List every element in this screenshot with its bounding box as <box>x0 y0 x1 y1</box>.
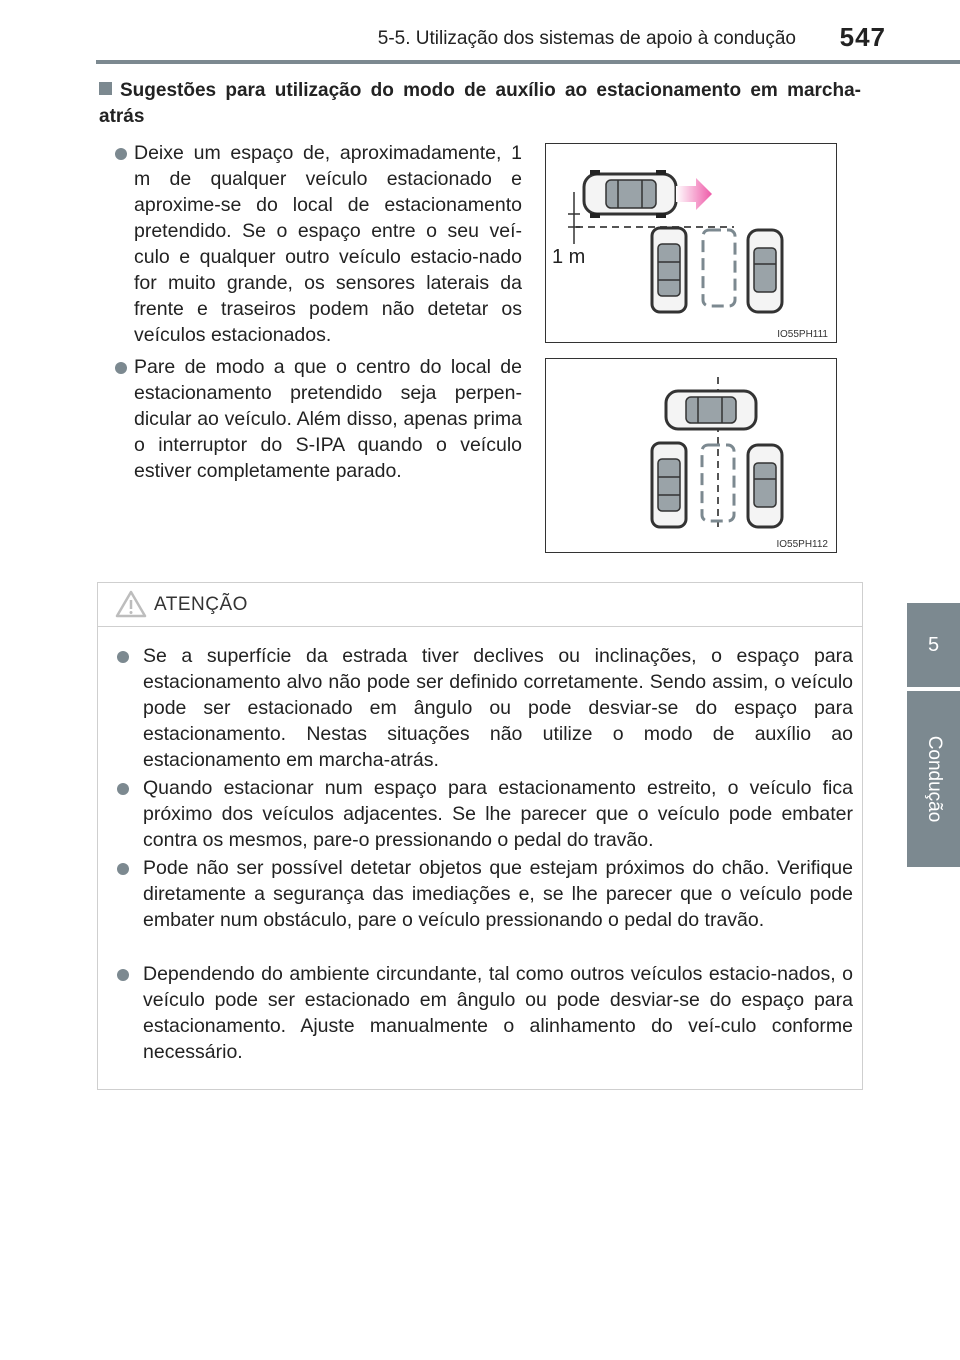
figure-code: IO55PH111 <box>777 329 828 340</box>
warning-title: ATENÇÃO <box>154 594 248 615</box>
bullet-dot-icon <box>117 783 129 795</box>
chapter-tab-number <box>907 603 960 687</box>
bullet-dot-icon <box>117 863 129 875</box>
figure-perpendicular-stop <box>545 358 837 553</box>
bullet-item <box>134 354 522 484</box>
chapter-tab-label <box>907 691 960 867</box>
warning-item-text: Quando estacionar num espaço para estacionamento estreito, o veículo fica próximo dos veículos adjacentes. Se lhe parecer que o veículo pode embater contra os mesmos, pare-o pressionando o pedal do travão. <box>143 777 853 851</box>
parked-car-left-icon <box>652 228 686 312</box>
figure-2-illustration <box>546 359 836 552</box>
bullet-dot-icon <box>117 651 129 663</box>
warning-item <box>143 643 853 773</box>
warning-item <box>143 855 853 933</box>
parked-car-left-icon <box>652 443 686 527</box>
header-title: 5-5. Utilização dos sistemas de apoio à condução <box>377 28 796 49</box>
warning-item-text: Se a superfície da estrada tiver declives ou inclinações, o espaço para estacionamento alvo não pode ser definido corretamente. Sendo assim, o veículo pode ser estacionado em ângulo ou pode desviar-se do espaço para estacionamento. Nestas situações não utilize o modo de auxílio ao estacionamento em marcha-atrás. <box>143 645 853 771</box>
figure-1-illustration <box>546 144 836 342</box>
bullet-dot-icon <box>115 362 127 374</box>
section-heading-text: Sugestões para utilização do modo de auxílio ao estacionamento em marcha-atrás <box>99 80 861 127</box>
distance-label: 1 m <box>552 246 586 268</box>
warning-header <box>98 583 862 627</box>
figure-code: IO55PH112 <box>776 539 828 550</box>
bullet-item <box>134 140 522 348</box>
bullet-dot-icon <box>117 969 129 981</box>
section-heading <box>99 78 861 130</box>
warning-box <box>97 582 863 1090</box>
chapter-number: 5 <box>927 633 940 656</box>
header-rule <box>96 60 960 64</box>
warning-item-text: Dependendo do ambiente circundante, tal como outros veículos estacio-nados, o veículo pode ser estacionado em ângulo ou pode desviar-se do espaço para estacionamento. Ajuste manualmente o alinhamento do veí-culo conforme necessário. <box>143 963 853 1063</box>
figure-approach-distance <box>545 143 837 343</box>
warning-item-text: Pode não ser possível detetar objetos que estejam próximos do chão. Verifique diretamente a segurança das imediações e, se lhe parecer que o veículo pode embater num obstáculo, pare o veículo pressionando o pedal do travão. <box>143 857 853 931</box>
bullet-text: Deixe um espaço de, aproximadamente, 1 m de qualquer veículo estacionado e aproxime-se do local de estacionamento pretendido. Se o espaço entre o seu veí-culo e qualquer outro veículo estacio-nado for muito grande, os sensores laterais da frente e traseiros podem não detetar os veículos estacionados. <box>134 142 522 346</box>
moving-car-icon <box>584 170 676 218</box>
parked-car-right-icon <box>748 445 782 527</box>
parked-car-right-icon <box>748 230 782 312</box>
warning-item <box>143 775 853 853</box>
bullet-dot-icon <box>115 148 127 160</box>
stopped-car-icon <box>666 391 756 429</box>
heading-square-marker <box>99 82 112 95</box>
warning-triangle-icon <box>115 589 147 619</box>
warning-item <box>143 961 853 1065</box>
page-number: 547 <box>839 22 886 52</box>
direction-arrow-icon <box>676 178 712 210</box>
bullet-text: Pare de modo a que o centro do local de estacionamento pretendido seja perpen-dicular ao veículo. Além disso, apenas prima o interruptor do S-IPA quando o veículo estiver completamente parado. <box>134 356 522 482</box>
chapter-label: Condução <box>923 735 945 823</box>
